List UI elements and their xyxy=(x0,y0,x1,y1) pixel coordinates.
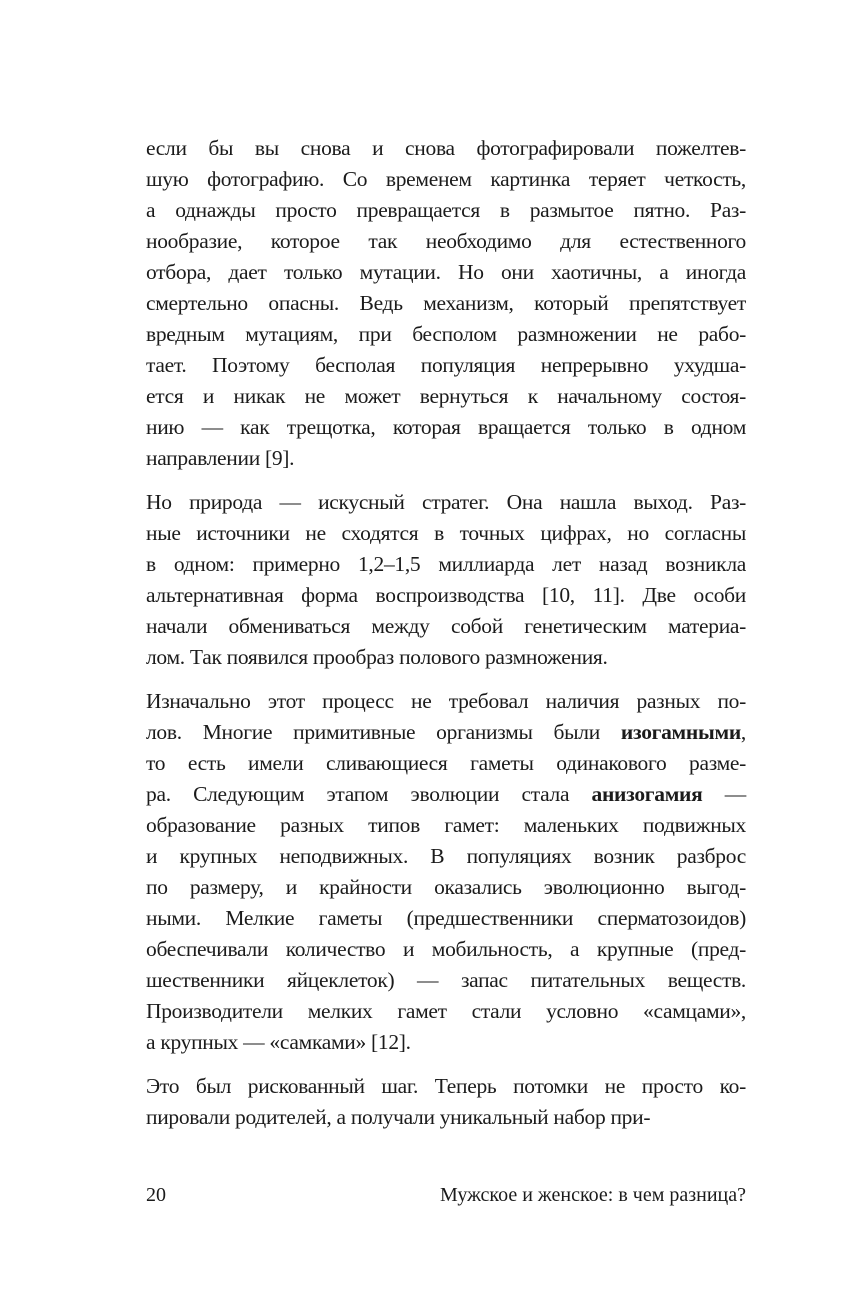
paragraph xyxy=(146,686,746,1058)
text-line: если бы вы снова и снова фотографировали пожелтев- xyxy=(146,136,746,160)
text-line: лом. Так появился прообраз полового размножения. xyxy=(146,645,608,669)
text-line: образование разных типов гамет: маленьких подвижных xyxy=(146,813,746,837)
page-number: 20 xyxy=(146,1184,166,1206)
text-line: Это был рискованный шаг. Теперь потомки не просто ко- xyxy=(146,1074,746,1098)
text-line: начали обмениваться между собой генетическим материа- xyxy=(146,614,746,638)
text-line: по размеру, и крайности оказались эволюционно выгод- xyxy=(146,875,746,899)
text-line: шую фотографию. Со временем картинка теряет четкость, xyxy=(146,167,746,191)
text-line: Изначально этот процесс не требовал наличия разных по- xyxy=(146,689,746,713)
page-footer xyxy=(146,1183,746,1207)
text-line: лов. Многие примитивные организмы были изогамными, xyxy=(146,720,746,744)
text-line: отбора, дает только мутации. Но они хаотичны, а иногда xyxy=(146,260,746,284)
text-line: направлении [9]. xyxy=(146,446,295,470)
text-line: обеспечивали количество и мобильность, а крупные (пред- xyxy=(146,937,746,961)
body-text xyxy=(146,133,746,1133)
text-line: ра. Следующим этапом эволюции стала анизогамия — xyxy=(146,782,746,806)
text-line: то есть имели сливающиеся гаметы одинакового разме- xyxy=(146,751,746,775)
text-line: Производители мелких гамет стали условно «самцами», xyxy=(146,999,746,1023)
text-line: тает. Поэтому бесполая популяция непрерывно ухудша- xyxy=(146,353,746,377)
text-line: пировали родителей, а получали уникальный набор при- xyxy=(146,1105,651,1129)
text-line: а крупных — «самками» [12]. xyxy=(146,1030,411,1054)
text-line: ется и никак не может вернуться к начальному состоя- xyxy=(146,384,746,408)
text-line: а однажды просто превращается в размытое пятно. Раз- xyxy=(146,198,746,222)
text-line: альтернативная форма воспроизводства [10, 11]. Две особи xyxy=(146,583,746,607)
text-line: нообразие, которое так необходимо для естественного xyxy=(146,229,746,253)
text-line: ные источники не сходятся в точных цифрах, но согласны xyxy=(146,521,746,545)
text-line: шественники яйцеклеток) — запас питательных веществ. xyxy=(146,968,746,992)
paragraph xyxy=(146,133,746,474)
text-line: ными. Мелкие гаметы (предшественники сперматозоидов) xyxy=(146,906,746,930)
text-line: и крупных неподвижных. В популяциях возник разброс xyxy=(146,844,746,868)
text-line: вредным мутациям, при бесполом размножении не рабо- xyxy=(146,322,746,346)
running-title: Мужское и женское: в чем разница? xyxy=(440,1184,746,1206)
paragraph xyxy=(146,1071,746,1133)
text-line: нию — как трещотка, которая вращается только в одном xyxy=(146,415,746,439)
text-line: в одном: примерно 1,2–1,5 миллиарда лет назад возникла xyxy=(146,552,746,576)
text-line: Но природа — искусный стратег. Она нашла выход. Раз- xyxy=(146,490,746,514)
paragraph xyxy=(146,487,746,673)
text-line: смертельно опасны. Ведь механизм, который препятствует xyxy=(146,291,746,315)
